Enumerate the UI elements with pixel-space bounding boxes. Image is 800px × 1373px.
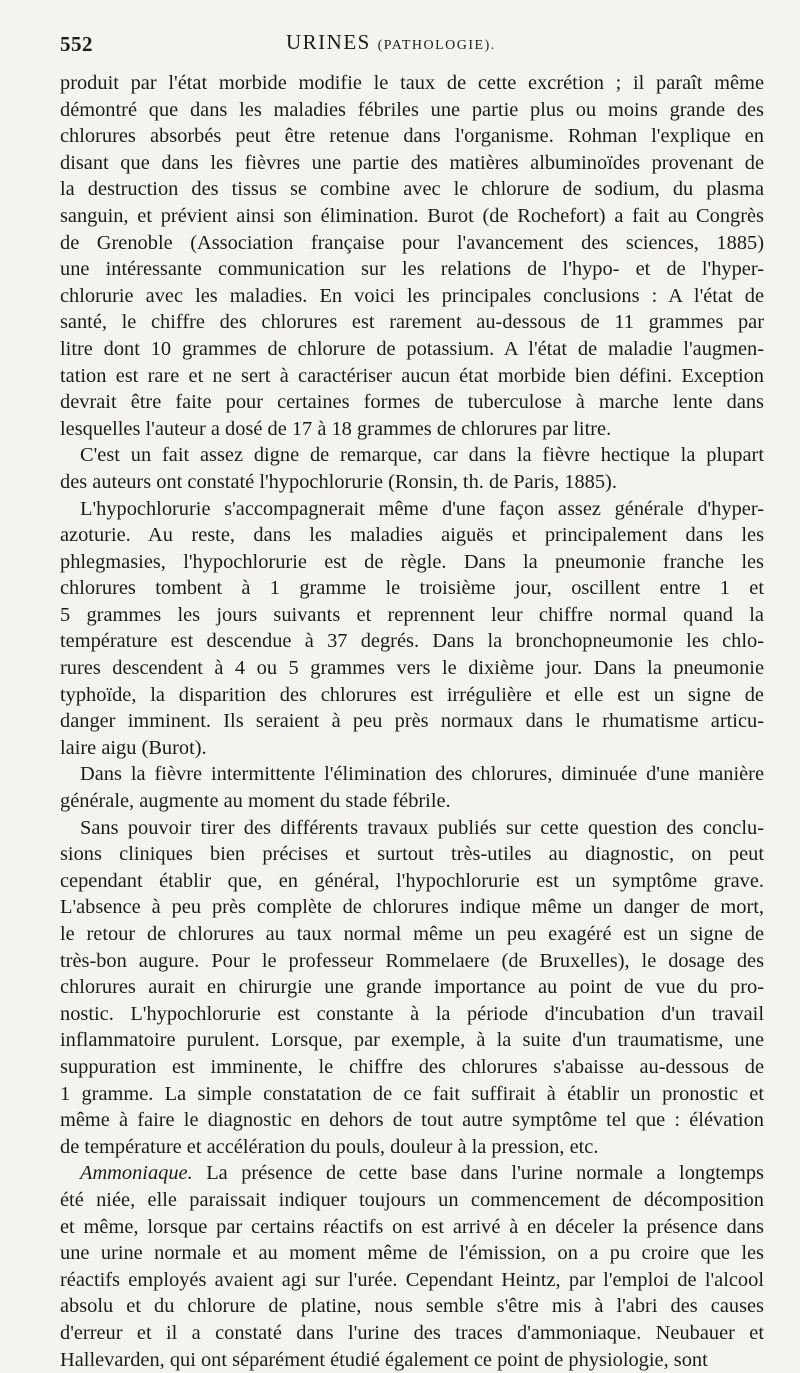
paragraph [60,442,764,495]
text-line: de Grenoble (Association française pour l'avancement des sciences, 1885) [60,230,764,257]
text-line: laire aigu (Burot). [60,735,764,762]
text-line: typhoïde, la disparition des chlorures est irrégulière et elle est un signe de [60,682,764,709]
text-line-rest: La présence de cette base dans l'urine normale a longtemps [193,1162,764,1184]
body-text [60,70,764,1373]
text-line: le retour de chlorures au taux normal même un peu exagéré est un signe de [60,921,764,948]
text-line: nostic. L'hypochlorurie est constante à la période d'incubation d'un travail [60,1001,764,1028]
text-line: azoturie. Au reste, dans les maladies aiguës et principalement dans les [60,522,764,549]
text-line: litre dont 10 grammes de chlorure de potassium. A l'état de maladie l'augmen- [60,336,764,363]
running-title-sub: (PATHOLOGIE). [378,38,496,53]
text-line: la destruction des tissus se combine avec le chlorure de sodium, du plasma [60,176,764,203]
text-line: réactifs employés avaient agi sur l'urée. Cependant Heintz, par l'emploi de l'alcool [60,1267,764,1294]
text-line: été niée, elle paraissait indiquer toujours un commencement de décomposition [60,1187,764,1214]
text-line: 1 gramme. La simple constatation de ce fait suffirait à établir un pronostic et [60,1081,764,1108]
text-line: Hallevarden, qui ont séparément étudié également ce point de physiologie, sont [60,1347,764,1373]
text-line: d'erreur et il a constaté dans l'urine des traces d'ammoniaque. Neubauer et [60,1320,764,1347]
text-line: cependant établir que, en général, l'hypochlorurie est un symptôme grave. [60,868,764,895]
text-line [60,1160,764,1187]
page-number: 552 [60,32,93,57]
section-lead: Ammoniaque. [80,1162,193,1184]
text-line: très-bon augure. Pour le professeur Rommelaere (de Bruxelles), le dosage des [60,948,764,975]
running-title [286,30,496,55]
text-line: devrait être faite pour certaines formes de tuberculose à marche lente dans [60,389,764,416]
paragraph [60,815,764,1161]
text-line: Sans pouvoir tirer des différents travaux publiés sur cette question des conclu- [60,815,764,842]
paragraph [60,1160,764,1373]
text-line: santé, le chiffre des chlorures est rarement au-dessous de 11 grammes par [60,309,764,336]
text-line: disant que dans les fièvres une partie des matières albuminoïdes provenant de [60,150,764,177]
text-line: C'est un fait assez digne de remarque, car dans la fièvre hectique la plupart [60,442,764,469]
text-line: produit par l'état morbide modifie le taux de cette excrétion ; il paraît même [60,70,764,97]
text-line: même à faire le diagnostic en dehors de tout autre symptôme tel que : élévation [60,1107,764,1134]
text-line: chlorures tombent à 1 gramme le troisième jour, oscillent entre 1 et [60,575,764,602]
text-line: phlegmasies, l'hypochlorurie est de règle. Dans la pneumonie franche les [60,549,764,576]
text-line: une intéressante communication sur les relations de l'hypo- et de l'hyper- [60,256,764,283]
text-line: rures descendent à 4 ou 5 grammes vers le dixième jour. Dans la pneumonie [60,655,764,682]
text-line: danger imminent. Ils seraient à peu près normaux dans le rhumatisme articu- [60,708,764,735]
paragraph [60,761,764,814]
text-line: température est descendue à 37 degrés. Dans la bronchopneumonie les chlo- [60,628,764,655]
paragraph [60,496,764,762]
running-title-main: URINES [286,30,371,54]
text-line: démontré que dans les maladies fébriles une partie plus ou moins grande des [60,97,764,124]
text-line: lesquelles l'auteur a dosé de 17 à 18 grammes de chlorures par litre. [60,416,764,443]
text-line: chlorures aurait en chirurgie une grande importance au point de vue du pro- [60,974,764,1001]
text-line: et même, lorsque par certains réactifs on est arrivé à en déceler la présence dans [60,1214,764,1241]
text-line: sions cliniques bien précises et surtout très-utiles au diagnostic, on peut [60,841,764,868]
text-line: des auteurs ont constaté l'hypochlorurie (Ronsin, th. de Paris, 1885). [60,469,764,496]
text-line: L'hypochlorurie s'accompagnerait même d'une façon assez générale d'hyper- [60,496,764,523]
text-line: de température et accélération du pouls, douleur à la pression, etc. [60,1134,764,1161]
text-line: Dans la fièvre intermittente l'élimination des chlorures, diminuée d'une manière [60,761,764,788]
text-line: tation est rare et ne sert à caractériser aucun état morbide bien défini. Exception [60,363,764,390]
text-line: générale, augmente au moment du stade fébrile. [60,788,764,815]
text-line: sanguin, et prévient ainsi son élimination. Burot (de Rochefort) a fait au Congrès [60,203,764,230]
paragraph [60,70,764,442]
text-line: inflammatoire purulent. Lorsque, par exemple, à la suite d'un traumatisme, une [60,1027,764,1054]
text-line: chlorurie avec les maladies. En voici les principales conclusions : A l'état de [60,283,764,310]
text-line: une urine normale et au moment même de l'émission, on a pu croire que les [60,1240,764,1267]
text-line: suppuration est imminente, le chiffre des chlorures s'abaisse au-dessous de [60,1054,764,1081]
text-line: chlorures absorbés peut être retenue dans l'organisme. Rohman l'explique en [60,123,764,150]
text-line: 5 grammes les jours suivants et reprennent leur chiffre normal quand la [60,602,764,629]
text-line: L'absence à peu près complète de chlorures indique même un danger de mort, [60,894,764,921]
text-line: absolu et du chlorure de platine, nous semble s'être mis à l'abri des causes [60,1293,764,1320]
page-header [60,26,764,60]
